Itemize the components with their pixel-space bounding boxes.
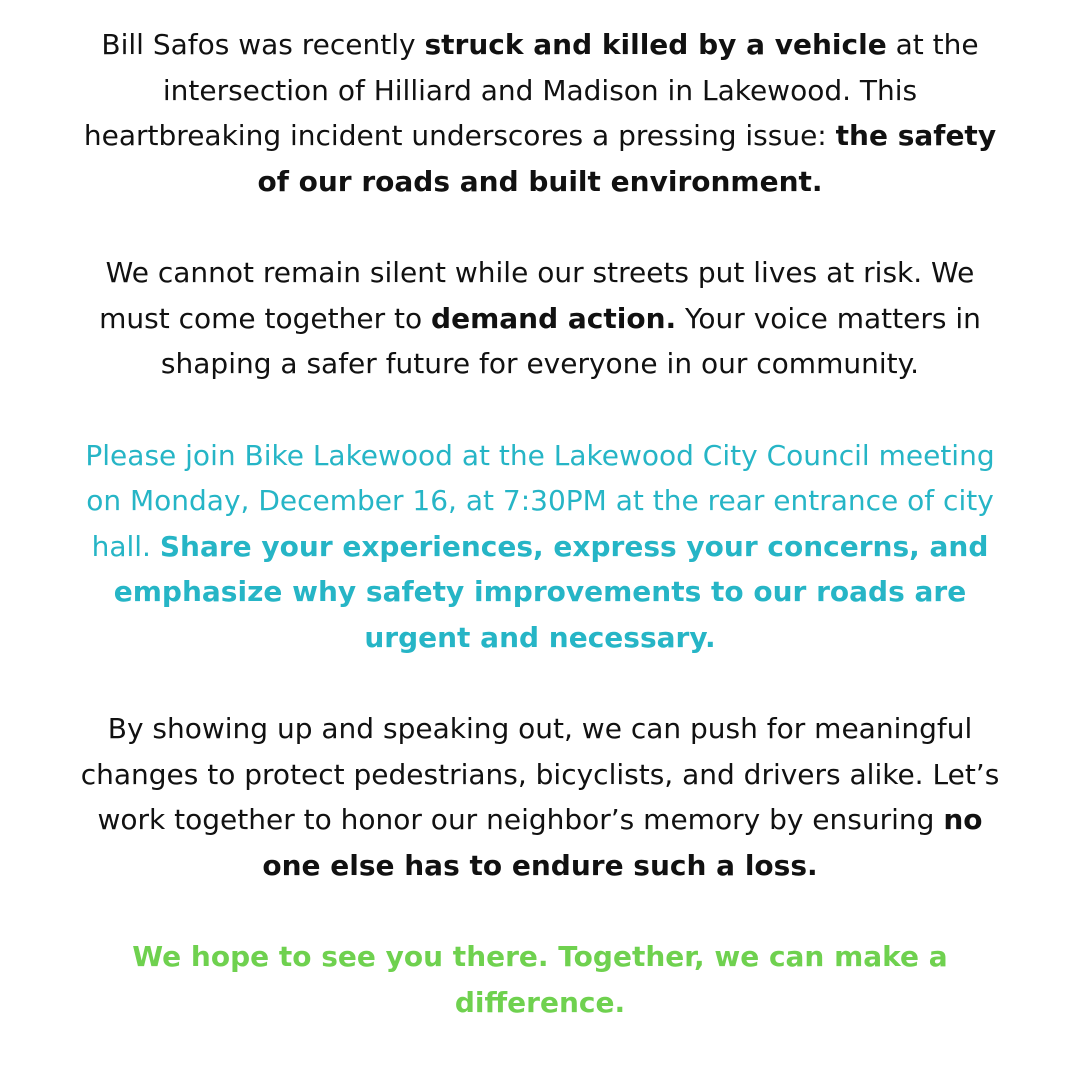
incident-text-1: Bill Safos was recently [101, 28, 425, 61]
call-to-action-paragraph [95, 250, 985, 387]
action-bold-1: demand action. [431, 301, 677, 335]
speak-text-1: By showing up and speaking out, we can push for meaningful changes to protect pedestrians, bicyclists, and drivers alike. Let’s work together to honor our neighbor’s memory by ensuring [80, 712, 1000, 836]
meeting-text-1: Please join Bike Lakewood at the Lakewood City Council meeting on Monday, December 16, at 7:30PM at the rear entrance of city hall. [85, 438, 995, 563]
speak-bold-1: no one else has to endure such a loss. [262, 803, 983, 882]
action-text-2: Your voice matters in shaping a safer future for everyone in our community. [160, 301, 981, 380]
incident-bold-1: struck and killed by a vehicle [424, 28, 887, 61]
speak-out-paragraph [75, 706, 1005, 888]
incident-paragraph [80, 22, 1000, 204]
announcement-body [0, 22, 1080, 1025]
closing-paragraph [110, 934, 970, 1025]
meeting-invite-paragraph [75, 433, 1005, 661]
incident-text-2: at the intersection of Hilliard and Madison in Lakewood. This heartbreaking incident underscores a pressing issue: [83, 28, 979, 152]
incident-bold-2: the safety of our roads and built environment. [257, 119, 997, 198]
meeting-bold-1: Share your experiences, express your concerns, and emphasize why safety improvements to our roads are urgent and necessary. [113, 529, 989, 654]
closing-text: We hope to see you there. Together, we can make a difference. [132, 940, 948, 1019]
action-text-1: We cannot remain silent while our streets put lives at risk. We must come together to [99, 256, 975, 335]
